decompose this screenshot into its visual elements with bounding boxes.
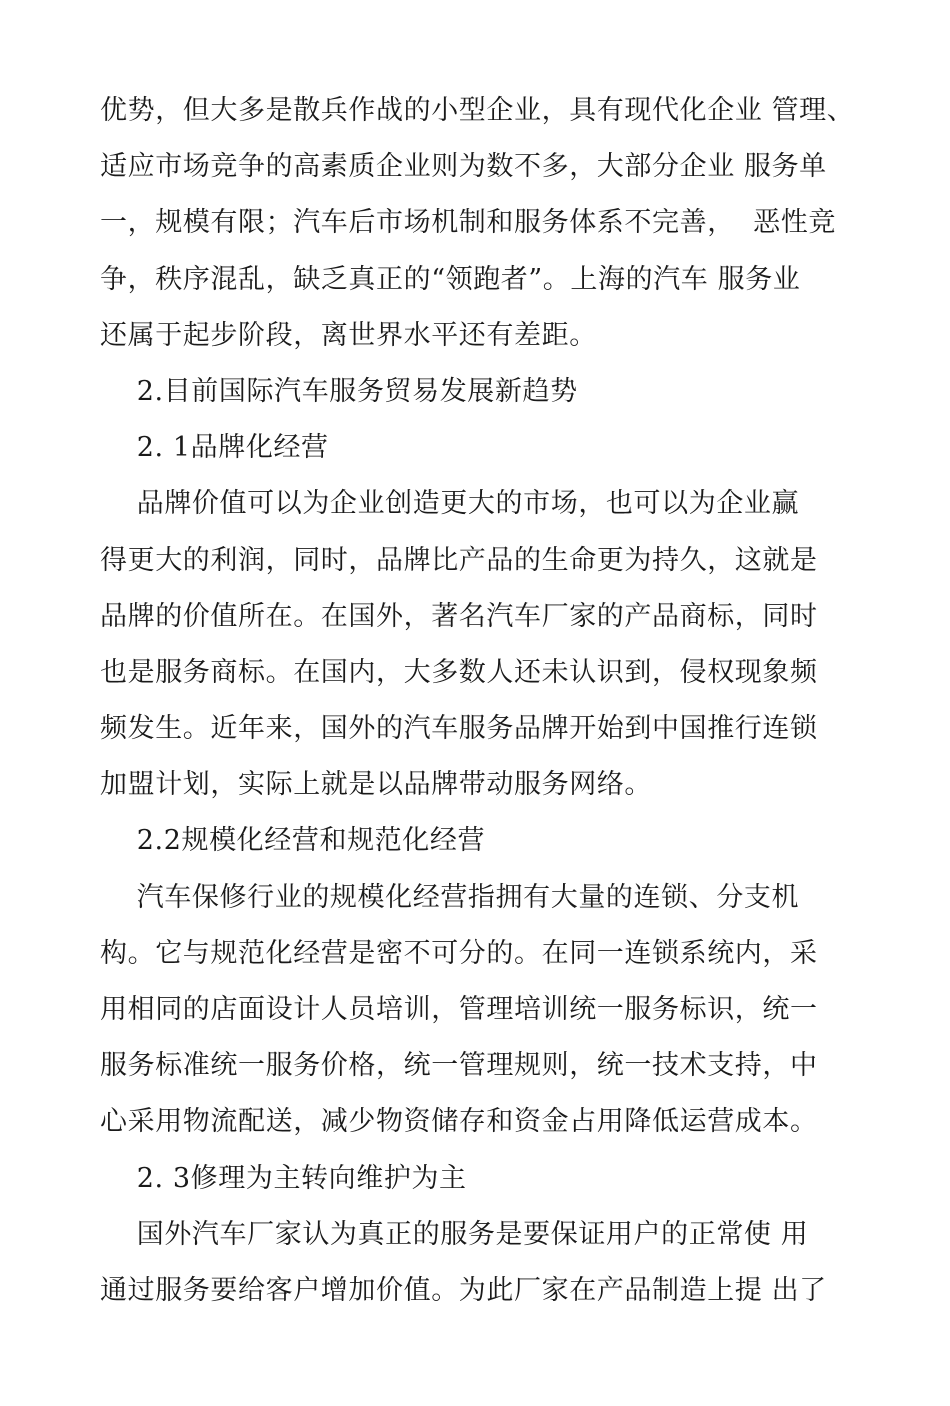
- text-line: 加盟计划，实际上就是以品牌带动服务网络。: [100, 769, 652, 801]
- text-line: 用相同的店面设计人员培训，管理培训统一服务标识，统一: [100, 994, 818, 1025]
- body-text: [100, 83, 855, 1319]
- text-line: 频发生。近年来，国外的汽车服务品牌开始到中国推行连锁: [100, 713, 818, 745]
- text-line: 国外汽车厂家认为真正的服务是要保证用户的正常使 用: [100, 1218, 809, 1250]
- text-line: 品牌的价值所在。在国外，著名汽车厂家的产品商标，同时: [100, 600, 818, 632]
- text-line: 争，秩序混乱，缺乏真正的“领跑者”。上海的汽车 服务业: [100, 263, 801, 295]
- text-line: 还属于起步阶段，离世界水平还有差距。: [100, 319, 597, 351]
- text-line: 得更大的利润，同时，品牌比产品的生命更为持久，这就是: [100, 544, 818, 576]
- text-line: 一，规模有限；汽车后市场机制和服务体系不完善， 恶性竞: [100, 207, 836, 239]
- subsection-heading: 2. 3修理为主转向维护为主: [100, 1162, 467, 1194]
- text-line: 汽车保修行业的规模化经营指拥有大量的连锁、分支机: [100, 881, 800, 913]
- text-line: 也是服务商标。在国内，大多数人还未认识到，侵权现象频: [100, 656, 818, 688]
- subsection-heading: 2.2规模化经营和规范化经营: [100, 825, 486, 857]
- subsection-heading: 2. 1品牌化经营: [100, 432, 329, 464]
- text-line: 通过服务要给客户增加价值。为此厂家在产品制造上提 出了: [100, 1274, 827, 1306]
- text-line: 服务标准统一服务价格，统一管理规则，统一技术支持，中: [100, 1050, 818, 1082]
- text-line: 适应市场竞争的高素质企业则为数不多，大部分企业 服务单: [100, 151, 827, 183]
- text-line: 构。它与规范化经营是密不可分的。在同一连锁系统内，采: [100, 937, 818, 969]
- text-line: 品牌价值可以为企业创造更大的市场，也可以为企业赢: [100, 488, 800, 520]
- section-heading: 2.目前国际汽车服务贸易发展新趋势: [100, 375, 578, 407]
- text-line: 心采用物流配送，减少物资储存和资金占用降低运营成本。: [100, 1106, 818, 1138]
- text-line: 优势，但大多是散兵作战的小型企业，具有现代化企业 管理、: [100, 95, 855, 126]
